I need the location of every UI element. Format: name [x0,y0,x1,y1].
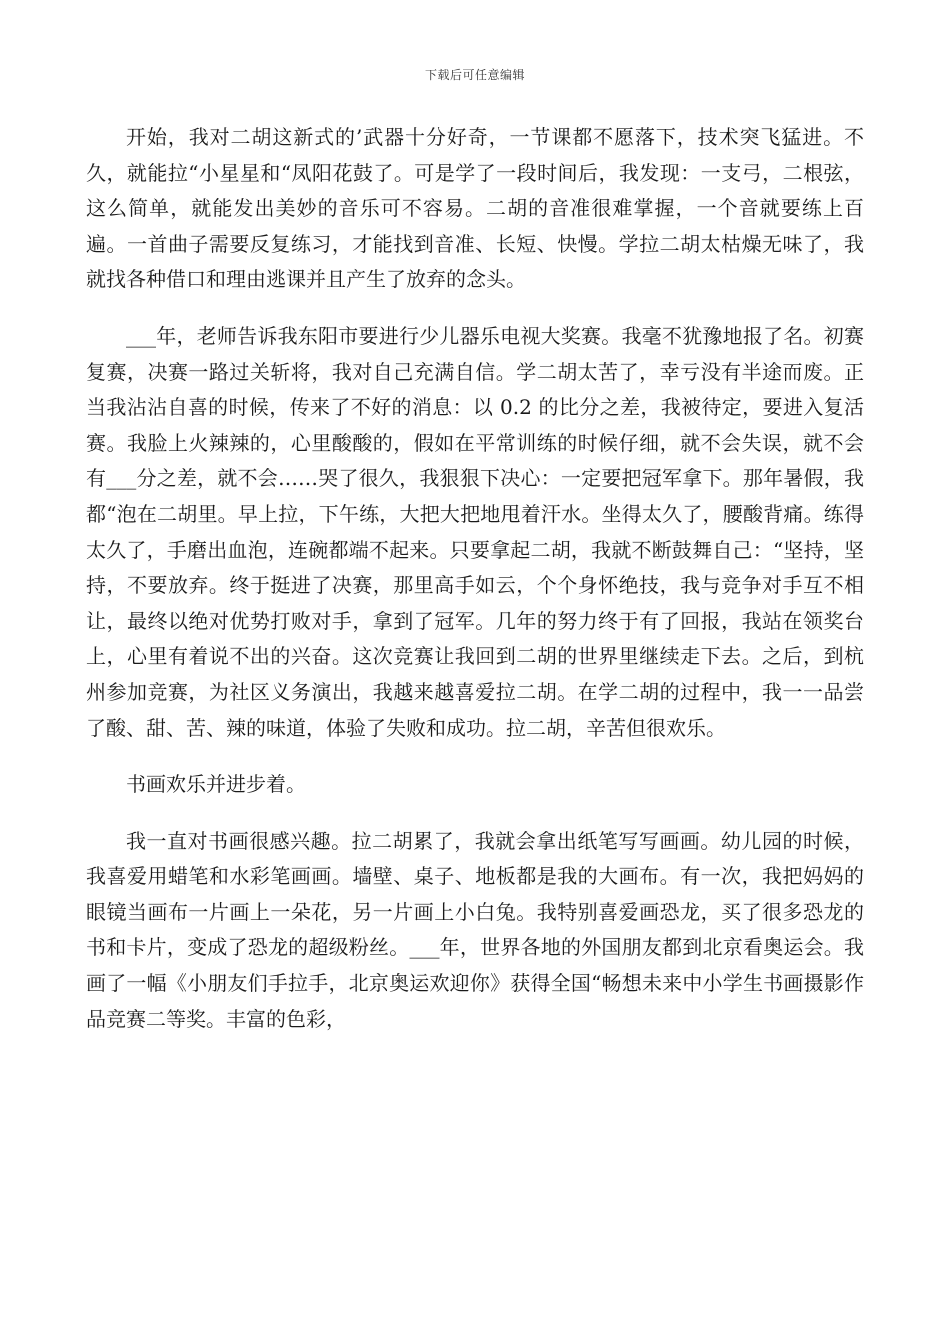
paragraph-painting: 我一直对书画很感兴趣。拉二胡累了，我就会拿出纸笔写写画画。幼儿园的时候，我喜爱用蜡笔和水彩笔画画。墙壁、桌子、地板都是我的大画布。有一次，我把妈妈的眼镜当画布一片画上一朵花，另一片画上小白兔。我特别喜爱画恐龙，买了很多恐龙的书和卡片，变成了恐龙的超级粉丝。___年，世界各地的外国朋友都到北京看奥运会。我画了一幅《小朋友们手拉手，北京奥运欢迎你》获得全国“畅想未来中小学生书画摄影作品竞赛二等奖。丰富的色彩， [86,828,864,1031]
paragraph-section-heading: 书画欢乐并进步着。 [126,772,306,797]
page-header-note: 下载后可任意编辑 [424,68,525,82]
paragraph-competition: ___年，老师告诉我东阳市要进行少儿器乐电视大奖赛。我毫不犹豫地报了名。初赛复赛，决赛一路过关斩将，我对自己充满自信。学二胡太苦了，幸亏没有半途而废。正当我沾沾自喜的时候，传来了不好的消息：以 0.2 的比分之差，我被待定，要进入复活赛。我脸上火辣辣的，心里酸酸的，假如在平常训练的时候仔细，就不会失误，就不会有___分之差，就不会……哭了很久，我狠狠下决心：一定要把冠军拿下。那年暑假，我都“泡在二胡里。早上拉，下午练，大把大把地甩着汗水。坐得太久了，腰酸背痛。练得太久了，手磨出血泡，连碗都端不起来。只要拿起二胡，我就不断鼓舞自己：“坚持，坚持，不要放弃。终于挺进了决赛，那里高手如云，个个身怀绝技，我与竞争对手互不相让，最终以绝对优势打败对手，拿到了冠军。几年的努力终于有了回报，我站在领奖台上，心里有着说不出的兴奋。这次竞赛让我回到二胡的世界里继续走下去。之后，到杭州参加竞赛，为社区义务演出，我越来越喜爱拉二胡。在学二胡的过程中，我一一品尝了酸、甜、苦、辣的味道，体验了失败和成功。拉二胡，辛苦但很欢乐。 [86,323,864,740]
paragraph-erhu-beginning: 开始，我对二胡这新式的’武器十分好奇，一节课都不愿落下，技术突飞猛进。不久，就能拉“小星星和“凤阳花鼓了。可是学了一段时间后，我发现：一支弓，二根弦，这么简单，就能发出美妙的音乐可不容易。二胡的音准很难掌握，一个音就要练上百遍。一首曲子需要反复练习，才能找到音准、长短、快慢。学拉二胡太枯燥无味了，我就找各种借口和理由逃课并且产生了放弃的念头。 [86,125,864,292]
document-body [86,120,864,1058]
